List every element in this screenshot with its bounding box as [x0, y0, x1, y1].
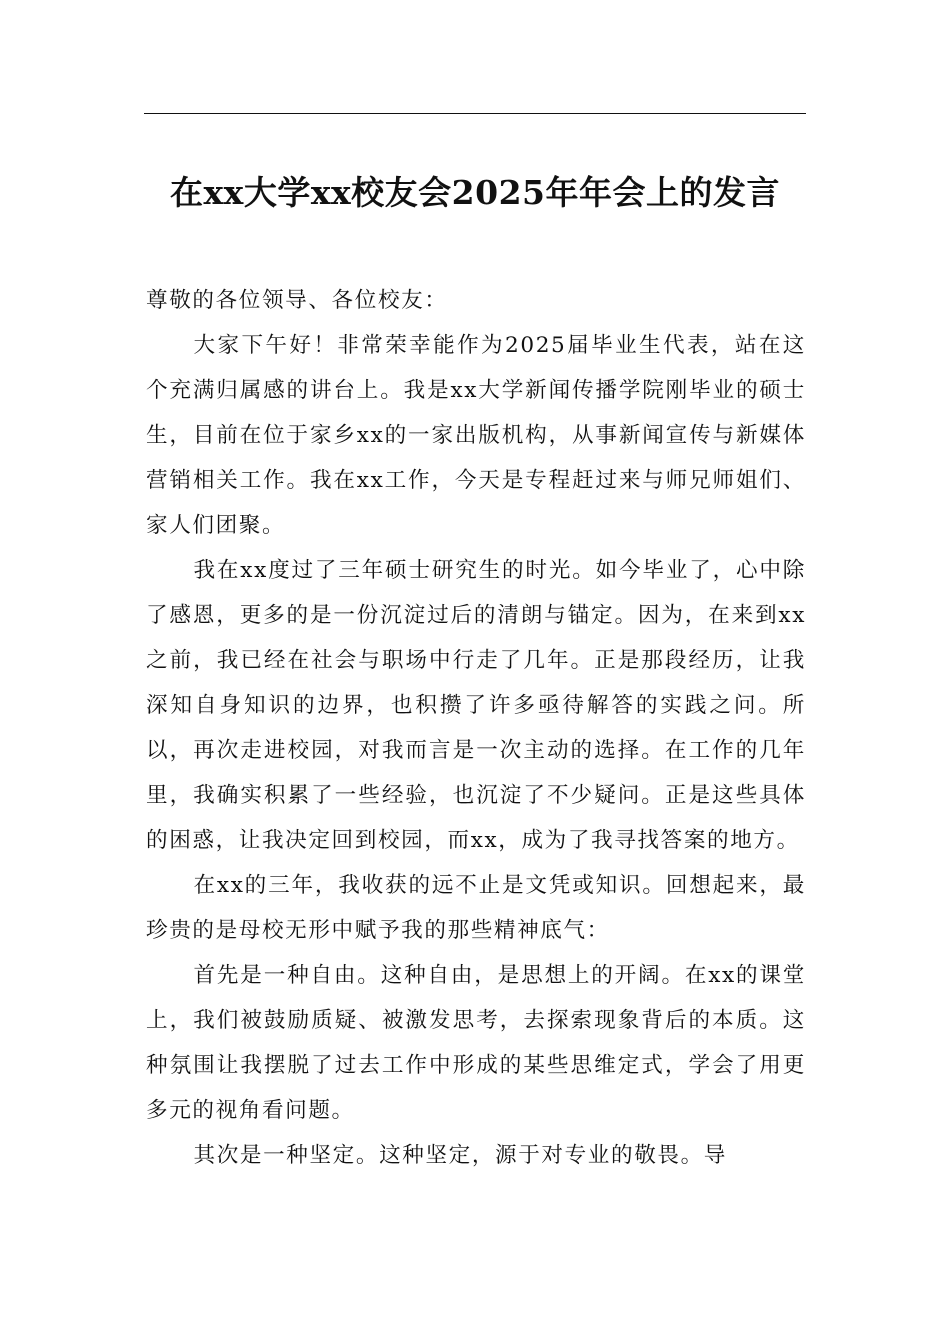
paragraph: 在xx的三年，我收获的远不止是文凭或知识。回想起来，最珍贵的是母校无形中赋予我的那些精神底气：	[146, 873, 806, 943]
paragraph: 大家下午好！非常荣幸能作为2025届毕业生代表，站在这个充满归属感的讲台上。我是xx大学新闻传播学院刚毕业的硕士生，目前在位于家乡xx的一家出版机构，从事新闻宣传与新媒体营销相关工作。我在xx工作，今天是专程赶过来与师兄师姐们、家人们团聚。	[146, 333, 806, 538]
header-rule	[144, 113, 806, 114]
salutation: 尊敬的各位领导、各位校友：	[146, 288, 448, 313]
document-body	[146, 278, 806, 1178]
paragraph: 我在xx度过了三年硕士研究生的时光。如今毕业了，心中除了感恩，更多的是一份沉淀过后的清朗与锚定。因为，在来到xx之前，我已经在社会与职场中行走了几年。正是那段经历，让我深知自身知识的边界，也积攒了许多亟待解答的实践之问。所以，再次走进校园，对我而言是一次主动的选择。在工作的几年里，我确实积累了一些经验，也沉淀了不少疑问。正是这些具体的困惑，让我决定回到校园，而xx，成为了我寻找答案的地方。	[146, 558, 806, 853]
document-title: 在xx大学xx校友会2025年年会上的发言	[169, 173, 781, 212]
paragraph: 其次是一种坚定。这种坚定，源于对专业的敬畏。导	[193, 1143, 727, 1168]
paragraph: 首先是一种自由。这种自由，是思想上的开阔。在xx的课堂上，我们被鼓励质疑、被激发思考，去探索现象背后的本质。这种氛围让我摆脱了过去工作中形成的某些思维定式，学会了用更多元的视角看问题。	[146, 963, 806, 1123]
